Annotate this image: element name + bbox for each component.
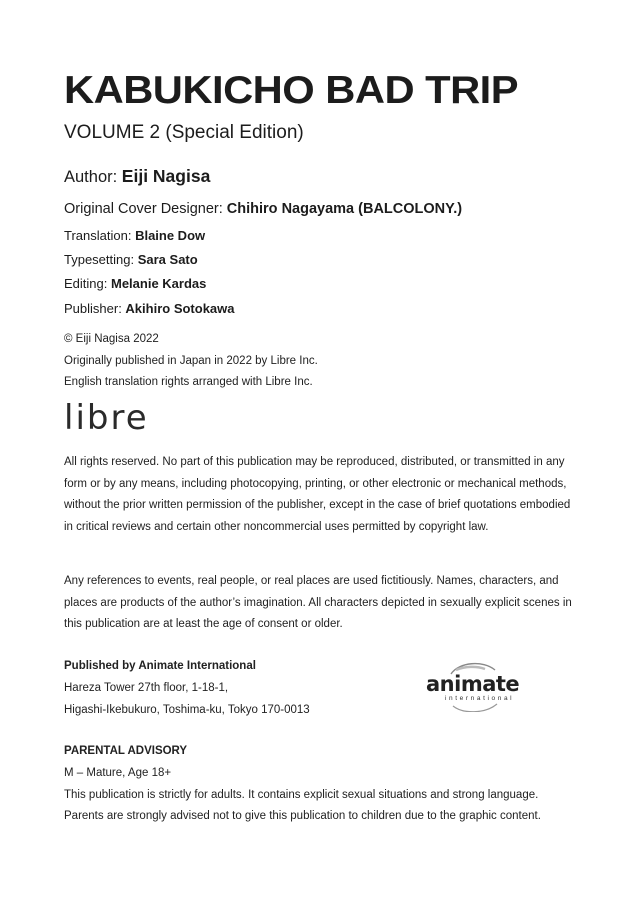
credit-translation-name: Blaine Dow <box>135 228 206 243</box>
credit-publisher-name: Akihiro Sotokawa <box>125 301 235 316</box>
rights-reserved-paragraph: All rights reserved. No part of this publication may be reproduced, distributed, or transmitted in any form or by any means, including photocopying, printing, or other electronic or mechanical methods, without the prior written permission of the publisher, except in the case of brief quotations embodied in critical reviews and certain other noncommercial uses permitted by copyright law. <box>64 456 571 533</box>
publisher-heading: Published by Animate International <box>64 660 256 672</box>
credit-publisher <box>64 302 235 315</box>
credit-publisher-label: Publisher: <box>64 301 126 316</box>
credit-editing-label: Editing: <box>64 276 111 291</box>
credit-typesetting <box>64 253 198 266</box>
animate-logo-text: animate <box>426 672 520 696</box>
credit-author-label: Author: <box>64 168 122 186</box>
credit-author <box>64 168 210 186</box>
publisher-address-line-1: Hareza Tower 27th floor, 1-18-1, <box>64 682 229 694</box>
advisory-line-2: Parents are strongly advised not to give this publication to children due to the graphic content. <box>64 810 541 822</box>
credit-translation <box>64 229 205 242</box>
original-publication-line: Originally published in Japan in 2022 by Libre Inc. <box>64 355 318 367</box>
volume-subtitle: VOLUME 2 (Special Edition) <box>64 122 304 143</box>
copyright-line: © Eiji Nagisa 2022 <box>64 333 159 345</box>
fiction-disclaimer-paragraph: Any references to events, real people, or real places are used fictitiously. Names, characters, and places are products of the author’s imagination. All characters depicted in sexually explicit scenes in this publication are at least the age of consent or older. <box>64 575 572 630</box>
animate-logo-subtext: international <box>445 695 515 702</box>
advisory-heading: PARENTAL ADVISORY <box>64 745 188 757</box>
credit-editing <box>64 277 206 290</box>
credit-cover-name: Chihiro Nagayama (BALCOLONY.) <box>226 201 463 217</box>
credit-translation-label: Translation: <box>64 228 136 243</box>
credit-typesetting-label: Typesetting: <box>64 252 138 267</box>
credit-typesetting-name: Sara Sato <box>137 252 198 267</box>
credit-cover-label: Original Cover Designer: <box>64 201 227 217</box>
book-title: KABUKICHO BAD TRIP <box>64 69 519 112</box>
credit-author-name: Eiji Nagisa <box>121 166 211 186</box>
translation-rights-line: English translation rights arranged with Libre Inc. <box>64 376 313 388</box>
libre-logo: libre <box>64 398 149 438</box>
advisory-rating: M – Mature, Age 18+ <box>64 767 172 779</box>
animate-international-logo <box>423 660 523 712</box>
credit-editing-name: Melanie Kardas <box>110 276 207 291</box>
advisory-line-1: This publication is strictly for adults. It contains explicit sexual situations and strong language. <box>64 789 539 801</box>
publisher-address-line-2: Higashi-Ikebukuro, Toshima-ku, Tokyo 170-0013 <box>64 704 310 716</box>
credit-cover-designer <box>64 202 462 217</box>
